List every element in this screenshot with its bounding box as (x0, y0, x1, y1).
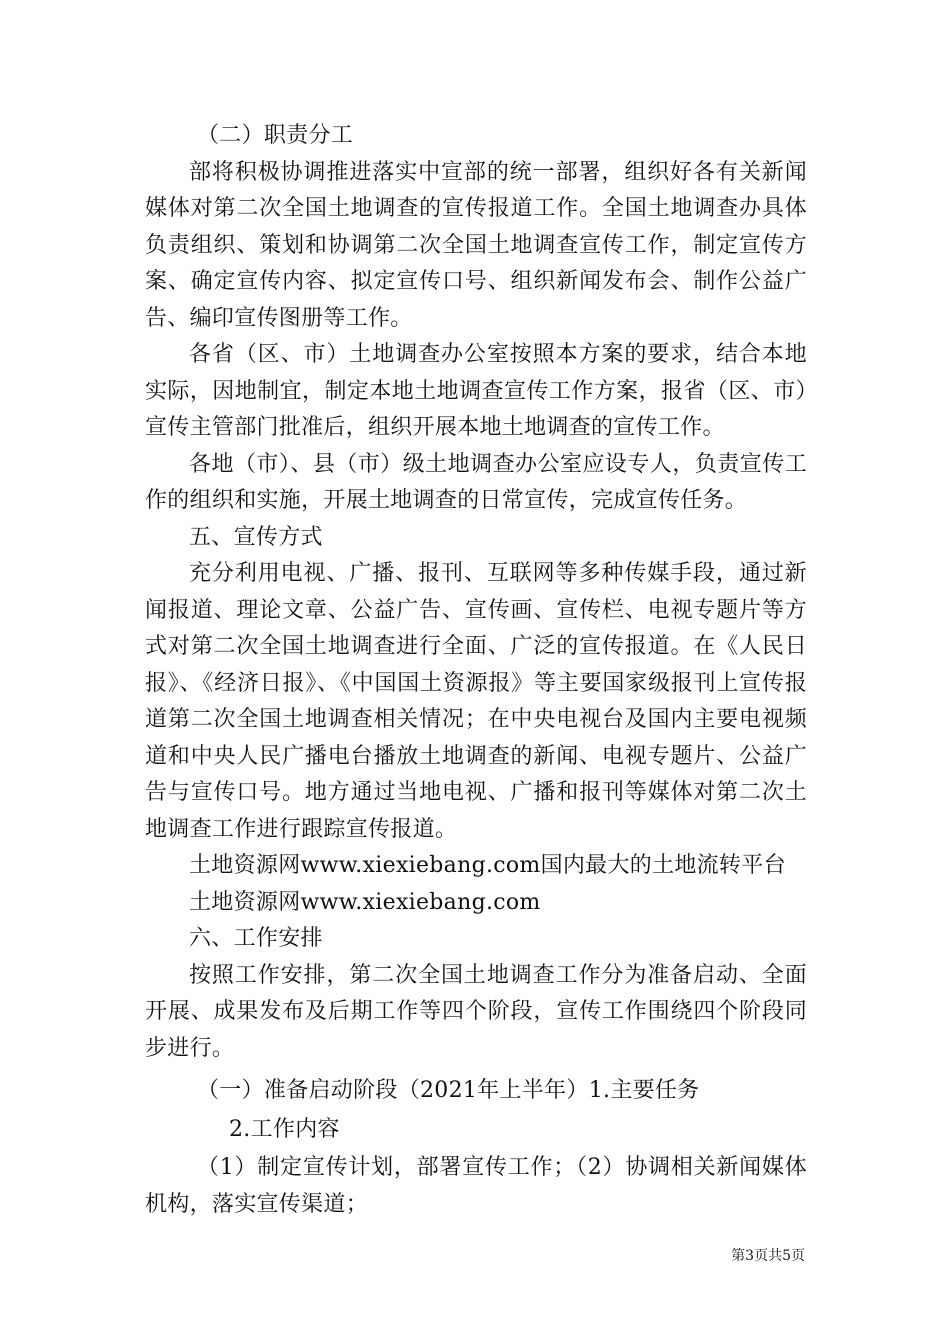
paragraph-arrangement: 按照工作安排，第二次全国土地调查工作分为准备启动、全面开展、成果发布及后期工作等四个阶段，宣传工作围绕四个阶段同步进行。 (145, 962, 807, 1061)
page-number: 第3页共5页 (731, 1248, 805, 1264)
document-body (145, 118, 807, 1223)
paragraph-local-role: 各地（市）、县（市）级土地调查办公室应设专人，负责宣传工作的组织和实施，开展土地调查的日常宣传，完成宣传任务。 (145, 451, 807, 513)
section-heading-duties: （二）职责分工 (197, 123, 354, 148)
paragraph-methods: 充分利用电视、广播、报刊、互联网等多种传媒手段，通过新闻报道、理论文章、公益广告、宣传画、宣传栏、电视专题片等方式对第二次全国土地调查进行全面、广泛的宣传报道。在《人民日报》、《经济日报》、《中国国土资源报》等主要国家级报刊上宣传报道第二次全国土地调查相关情况；在中央电视台及国内主要电视频道和中央人民广播电台播放土地调查的新闻、电视专题片、公益广告与宣传口号。地方通过当地电视、广播和报刊等媒体对第二次土地调查工作进行跟踪宣传报道。 (145, 561, 807, 842)
paragraph-work-items: （1）制定宣传计划，部署宣传工作；（2）协调相关新闻媒体机构，落实宣传渠道； (145, 1155, 807, 1217)
paragraph-provincial-role: 各省（区、市）土地调查办公室按照本方案的要求，结合本地实际，因地制宜，制定本地土地调查宣传工作方案，报省（区、市）宣传主管部门批准后，组织开展本地土地调查的宣传工作。 (145, 342, 807, 440)
subsection-heading-phase-one: （一）准备启动阶段（2021年上半年）1.主要任务 (197, 1078, 700, 1103)
paragraph-ministry-role: 部将积极协调推进落实中宣部的统一部署，组织好各有关新闻媒体对第二次全国土地调查的宣传报道工作。全国土地调查办具体负责组织、策划和协调第二次全国土地调查宣传工作，制定宣传方案、确定宣传内容、拟定宣传口号、组织新闻发布会、制作公益广告、编印宣传图册等工作。 (145, 159, 807, 331)
subsection-heading-work-content: 2.工作内容 (229, 1116, 340, 1142)
paragraph-website-2: 土地资源网www.xiexiebang.com (189, 889, 541, 915)
section-heading-methods: 五、宣传方式 (189, 524, 323, 550)
paragraph-website-1: 土地资源网www.xiexiebang.com国内最大的土地流转平台 (189, 853, 786, 878)
section-heading-arrangement: 六、工作安排 (189, 926, 323, 951)
